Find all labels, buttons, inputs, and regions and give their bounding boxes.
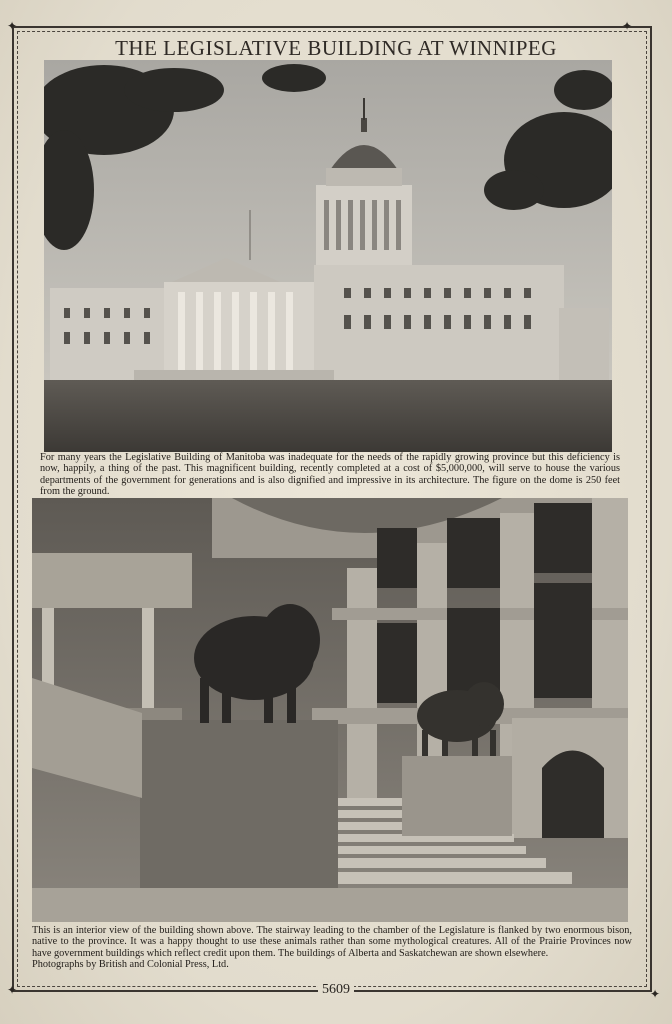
interior-caption-text: This is an interior view of the building shown above. The stairway leading to the chamber of the Legislature is flanked by two enormous bison, native to the province. It was a happy thought to use these animals rather than some mythological creatures. All of the Prairie Provinces now have government buildings which reflect credit upon them. The buildings of Alberta and Saskatchewan are shown elsewhere. [32, 925, 632, 959]
page-title: THE LEGISLATIVE BUILDING AT WINNIPEG [115, 36, 557, 60]
interior-photo [32, 498, 628, 922]
photo-credit: Photographs by British and Colonial Press, Ltd. [32, 959, 229, 971]
exterior-caption: For many years the Legislative Building of Manitoba was inadequate for the needs of the rapidly growing province but this deficiency is now, happily, a thing of the past. This magnificent building, recently completed at a cost of $5,000,000, will serve to house the various departments of the government for generations and is also dignified and impressive in its architecture. The figure on the dome is 250 feet from the ground. [40, 452, 620, 498]
exterior-photo [44, 60, 612, 452]
corner-ornament-icon: ✦ [650, 987, 661, 1001]
page-number-text: 5609 [318, 982, 354, 997]
interior-caption [32, 925, 632, 971]
corner-ornament-icon: ✦ [7, 19, 18, 33]
corner-ornament-icon: ✦ [7, 983, 18, 997]
corner-ornament-icon: ✦ [622, 19, 633, 33]
page-number [0, 982, 672, 1001]
